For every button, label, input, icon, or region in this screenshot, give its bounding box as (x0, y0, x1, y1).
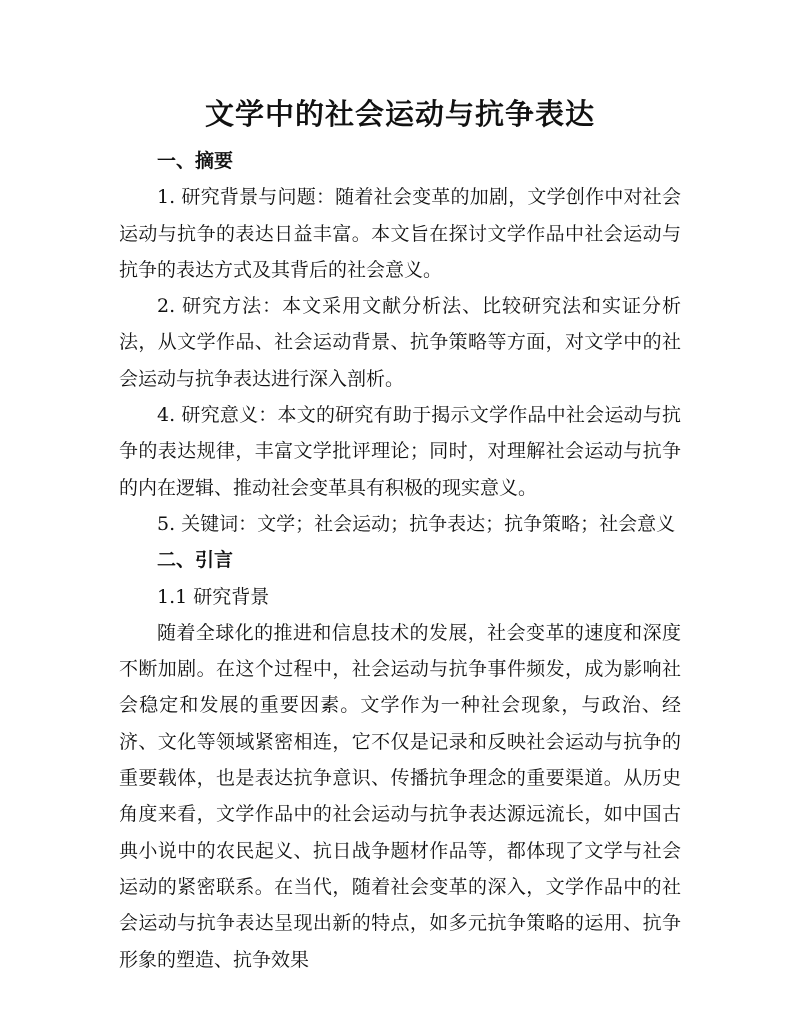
abstract-item-significance: 4. 研究意义：本文的研究有助于揭示文学作品中社会运动与抗争的表达规律，丰富文学批评理论；同时，对理解社会运动与抗争的内在逻辑、推动社会变革具有积极的现实意义。 (119, 404, 681, 499)
subsection-heading-background: 1.1 研究背景 (157, 585, 270, 608)
document-body (119, 143, 681, 978)
abstract-item-keywords: 5. 关键词：文学；社会运动；抗争表达；抗争策略；社会意义 (157, 512, 676, 535)
introduction-paragraph: 随着全球化的推进和信息技术的发展，社会变革的速度和深度不断加剧。在这个过程中，社会运动与抗争事件频发，成为影响社会稳定和发展的重要因素。文学作为一种社会现象，与政治、经济、文化等领域紧密相连，它不仅是记录和反映社会运动与抗争的重要载体，也是表达抗争意识、传播抗争理念的重要渠道。从历史角度来看，文学作品中的社会运动与抗争表达源远流长，如中国古典小说中的农民起义、抗日战争题材作品等，都体现了文学与社会运动的紧密联系。在当代，随着社会变革的深入，文学作品中的社会运动与抗争表达呈现出新的特点，如多元抗争策略的运用、抗争形象的塑造、抗争效果 (119, 621, 681, 971)
abstract-item-method: 2. 研究方法：本文采用文献分析法、比较研究法和实证分析法，从文学作品、社会运动背景、抗争策略等方面，对文学中的社会运动与抗争表达进行深入剖析。 (119, 295, 681, 390)
section-heading-abstract: 一、摘要 (157, 150, 234, 172)
abstract-item-background: 1. 研究背景与问题：随着社会变革的加剧，文学创作中对社会运动与抗争的表达日益丰富。本文旨在探讨文学作品中社会运动与抗争的表达方式及其背后的社会意义。 (119, 186, 681, 281)
section-heading-introduction: 二、引言 (157, 549, 234, 572)
document-title: 文学中的社会运动与抗争表达 (204, 97, 595, 131)
